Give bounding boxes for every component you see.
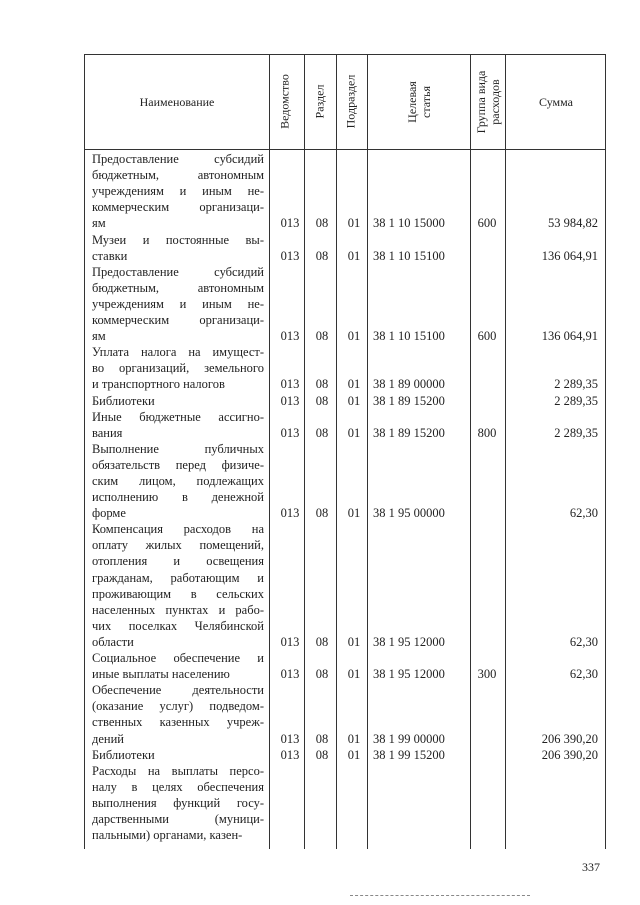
row-summa: 2 289,35	[554, 393, 598, 408]
row-summa: 136 064,91	[541, 248, 598, 263]
row-ved: 013	[280, 425, 300, 440]
col-divider	[336, 55, 337, 849]
row-celevaya: 38 1 99 15200	[373, 747, 445, 762]
col-divider	[304, 55, 305, 849]
row-name-line: Библиотеки	[92, 393, 155, 408]
footer-line	[350, 895, 530, 896]
row-name-line: учреждениям и иным не-	[92, 296, 264, 311]
row-summa: 2 289,35	[554, 425, 598, 440]
row-ved: 013	[280, 506, 300, 521]
row-name-line: бюджетным, автономным	[92, 280, 264, 295]
row-name-line: гражданам, работающим и	[92, 570, 264, 585]
row-name-line: ставки	[92, 248, 128, 263]
row-ved: 013	[280, 747, 300, 762]
row-celevaya: 38 1 95 12000	[373, 667, 445, 682]
row-name	[92, 682, 264, 746]
row-ved: 013	[280, 667, 300, 682]
row-podrazdel: 01	[347, 425, 361, 440]
row-name	[92, 344, 264, 392]
row-celevaya: 38 1 95 12000	[373, 635, 445, 649]
row-razdel: 08	[315, 377, 329, 392]
row-name-line: бюджетным, автономным	[92, 168, 264, 183]
col-divider	[269, 55, 270, 849]
row-celevaya: 38 1 10 15100	[373, 329, 445, 344]
row-name-line: дений	[92, 731, 124, 746]
row-summa: 2 289,35	[554, 377, 598, 392]
row-celevaya: 38 1 89 15200	[373, 393, 445, 408]
row-name	[92, 151, 264, 231]
row-razdel: 08	[315, 393, 329, 408]
row-ved: 013	[280, 329, 300, 344]
row-podrazdel: 01	[347, 377, 361, 392]
row-name-line: налу в целях обеспечения	[92, 779, 264, 794]
row-name	[92, 393, 264, 409]
row-name-line: ским лицом, подлежащих	[92, 473, 264, 488]
row-celevaya: 38 1 10 15000	[373, 216, 445, 231]
row-name-line: Музеи и постоянные вы-	[92, 232, 264, 247]
row-name-line: форме	[92, 506, 126, 521]
row-name-line: Выполнение публичных	[92, 441, 264, 456]
row-name-line: чих поселках Челябинской	[92, 618, 264, 633]
row-podrazdel: 01	[347, 731, 361, 746]
header-gruppa	[474, 55, 502, 149]
row-name	[92, 441, 264, 521]
header-podrazdel: Подраздел	[343, 74, 358, 129]
row-gruppa: 300	[477, 667, 497, 682]
row-ved: 013	[280, 248, 300, 263]
header-celevaya	[405, 55, 433, 149]
row-name	[92, 650, 264, 682]
row-celevaya: 38 1 95 00000	[373, 506, 445, 521]
row-name-line: и транспортного налогов	[92, 377, 225, 392]
row-name-line: области	[92, 634, 134, 649]
row-name-line: отопления и освещения	[92, 554, 264, 569]
row-razdel: 08	[315, 731, 329, 746]
row-name-line: Уплата налога на имущест-	[92, 345, 264, 360]
row-name-line: во организаций, земельного	[92, 361, 264, 376]
row-razdel: 08	[315, 216, 329, 231]
row-name-line: вания	[92, 425, 123, 440]
row-name-line: (оказание услуг) подведом-	[92, 699, 264, 714]
row-podrazdel: 01	[347, 667, 361, 682]
row-name-line: Компенсация расходов на	[92, 522, 264, 537]
row-ved: 013	[280, 393, 300, 408]
row-name	[92, 232, 264, 264]
row-razdel: 08	[315, 506, 329, 521]
row-name-line: коммерческим организаци-	[92, 200, 264, 215]
row-name-line: коммерческим организаци-	[92, 312, 264, 327]
row-gruppa: 600	[477, 216, 497, 231]
row-name-line: ям	[92, 216, 106, 231]
row-ved: 013	[280, 377, 300, 392]
row-name-line: учреждениям и иным не-	[92, 184, 264, 199]
row-celevaya: 38 1 89 15200	[373, 425, 445, 440]
row-gruppa: 600	[477, 329, 497, 344]
row-name-line: населенных пунктах и рабо-	[92, 602, 264, 617]
row-name-line: Расходы на выплаты персо-	[92, 763, 264, 778]
row-name-line: дарственными (муници-	[92, 812, 264, 827]
row-ved: 013	[280, 216, 300, 231]
row-name	[92, 763, 264, 843]
row-razdel: 08	[315, 747, 329, 762]
row-name-line: ственных казенных учреж-	[92, 715, 264, 730]
row-razdel: 08	[315, 248, 329, 263]
row-summa: 206 390,20	[541, 731, 598, 746]
header-name-label: Наименование	[139, 94, 215, 109]
row-celevaya: 38 1 10 15100	[373, 248, 445, 263]
row-name-line: пальными) органами, казен-	[92, 828, 243, 843]
row-summa: 62,30	[569, 667, 598, 682]
row-name-line: иные выплаты населению	[92, 667, 230, 682]
row-name-line: исполнению в денежной	[92, 490, 264, 505]
row-podrazdel: 01	[347, 216, 361, 231]
row-name-line: Предоставление субсидий	[92, 264, 264, 279]
row-name-line: Библиотеки	[92, 747, 155, 762]
row-name-line: Обеспечение деятельности	[92, 683, 264, 698]
header-celevaya-line2: статья	[419, 86, 433, 118]
row-name-line: обязательств перед физиче-	[92, 457, 264, 472]
page-number: 337	[582, 860, 600, 874]
row-razdel: 08	[315, 425, 329, 440]
header-ved: Ведомство	[277, 74, 292, 129]
row-name	[92, 521, 264, 650]
header-celevaya-line1: Целевая	[405, 81, 419, 123]
row-podrazdel: 01	[347, 506, 361, 521]
row-ved: 013	[280, 731, 300, 746]
row-summa: 136 064,91	[541, 329, 598, 344]
header-name	[85, 55, 269, 149]
row-name-line: Иные бюджетные ассигно-	[92, 409, 264, 424]
header-summa-label: Сумма	[539, 94, 573, 109]
header-gruppa-line1: Группа вида	[474, 70, 488, 134]
row-name-line: Социальное обеспечение и	[92, 651, 264, 666]
row-name-line: проживающим в сельских	[92, 586, 264, 601]
row-name	[92, 264, 264, 344]
row-ved: 013	[280, 635, 300, 649]
row-name-line: оплату жилых помещений,	[92, 538, 264, 553]
row-podrazdel: 01	[347, 329, 361, 344]
row-celevaya: 38 1 99 00000	[373, 731, 445, 746]
row-name-line: выполнения функций госу-	[92, 795, 264, 810]
row-podrazdel: 01	[347, 248, 361, 263]
row-name-line: ям	[92, 329, 106, 344]
row-name	[92, 409, 264, 441]
header-gruppa-line2: расходов	[488, 79, 502, 125]
row-name	[92, 747, 264, 763]
row-gruppa: 800	[477, 425, 497, 440]
row-celevaya: 38 1 89 00000	[373, 377, 445, 392]
header-razdel: Раздел	[312, 84, 327, 119]
row-summa: 62,30	[569, 506, 598, 521]
row-summa: 62,30	[569, 635, 598, 649]
row-razdel: 08	[315, 329, 329, 344]
row-name-line: Предоставление субсидий	[92, 152, 264, 166]
header-divider	[85, 149, 605, 150]
row-summa: 53 984,82	[548, 216, 598, 231]
row-razdel: 08	[315, 635, 329, 649]
row-podrazdel: 01	[347, 635, 361, 649]
row-podrazdel: 01	[347, 393, 361, 408]
row-summa: 206 390,20	[541, 747, 598, 762]
header-summa	[505, 55, 607, 149]
row-razdel: 08	[315, 667, 329, 682]
row-podrazdel: 01	[347, 747, 361, 762]
